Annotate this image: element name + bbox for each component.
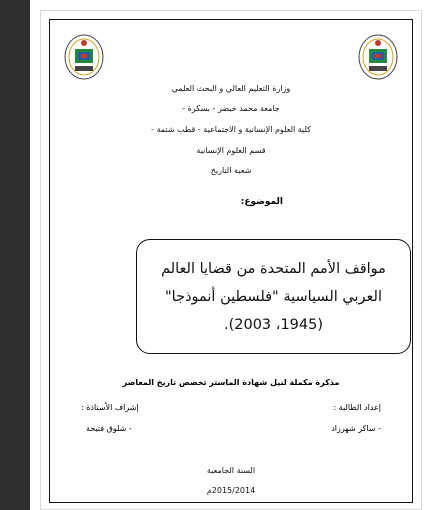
supervisor-name: - شلوق فتيحة (86, 424, 132, 433)
student-label: إعداد الطالبة : (333, 403, 381, 412)
thesis-note: مذكرة مكملة لنيل شهادة الماستر تخصص تاريخ المعاصر (122, 378, 340, 387)
university-logo-right-icon (357, 33, 399, 83)
department-line: قسم العلوم الإنسانية (196, 146, 266, 155)
ministry-line: وزارة التعليم العالي و البحث العلمي (171, 84, 291, 93)
academic-year-label: السنة الجامعية (206, 466, 256, 475)
student-name: - ساكر شهرزاد (331, 424, 381, 433)
university-logo-left-icon (63, 33, 105, 83)
faculty-line: كلية العلوم الإنسانية و الاجتماعية - قطب شتمة - (151, 125, 311, 134)
viewer-sidebar (0, 0, 30, 510)
title-line-3: (1945، 2003). (223, 316, 324, 333)
thesis-title-box (136, 239, 411, 354)
branch-line: شعبة التاريخ (210, 166, 252, 175)
university-line: جامعة محمد خيضر - بسكرة - (182, 104, 280, 113)
title-line-1: مواقف الأمم المتحدة من قضايا العالم (161, 260, 386, 277)
document-page (40, 10, 422, 510)
subject-label: الموضوع: (240, 197, 283, 207)
title-line-2: العربي السياسية "فلسطين أنموذجا" (165, 288, 382, 305)
supervisor-label: إشراف الأستاذة : (81, 403, 139, 412)
academic-year-value: 2015/2014م (206, 486, 256, 495)
